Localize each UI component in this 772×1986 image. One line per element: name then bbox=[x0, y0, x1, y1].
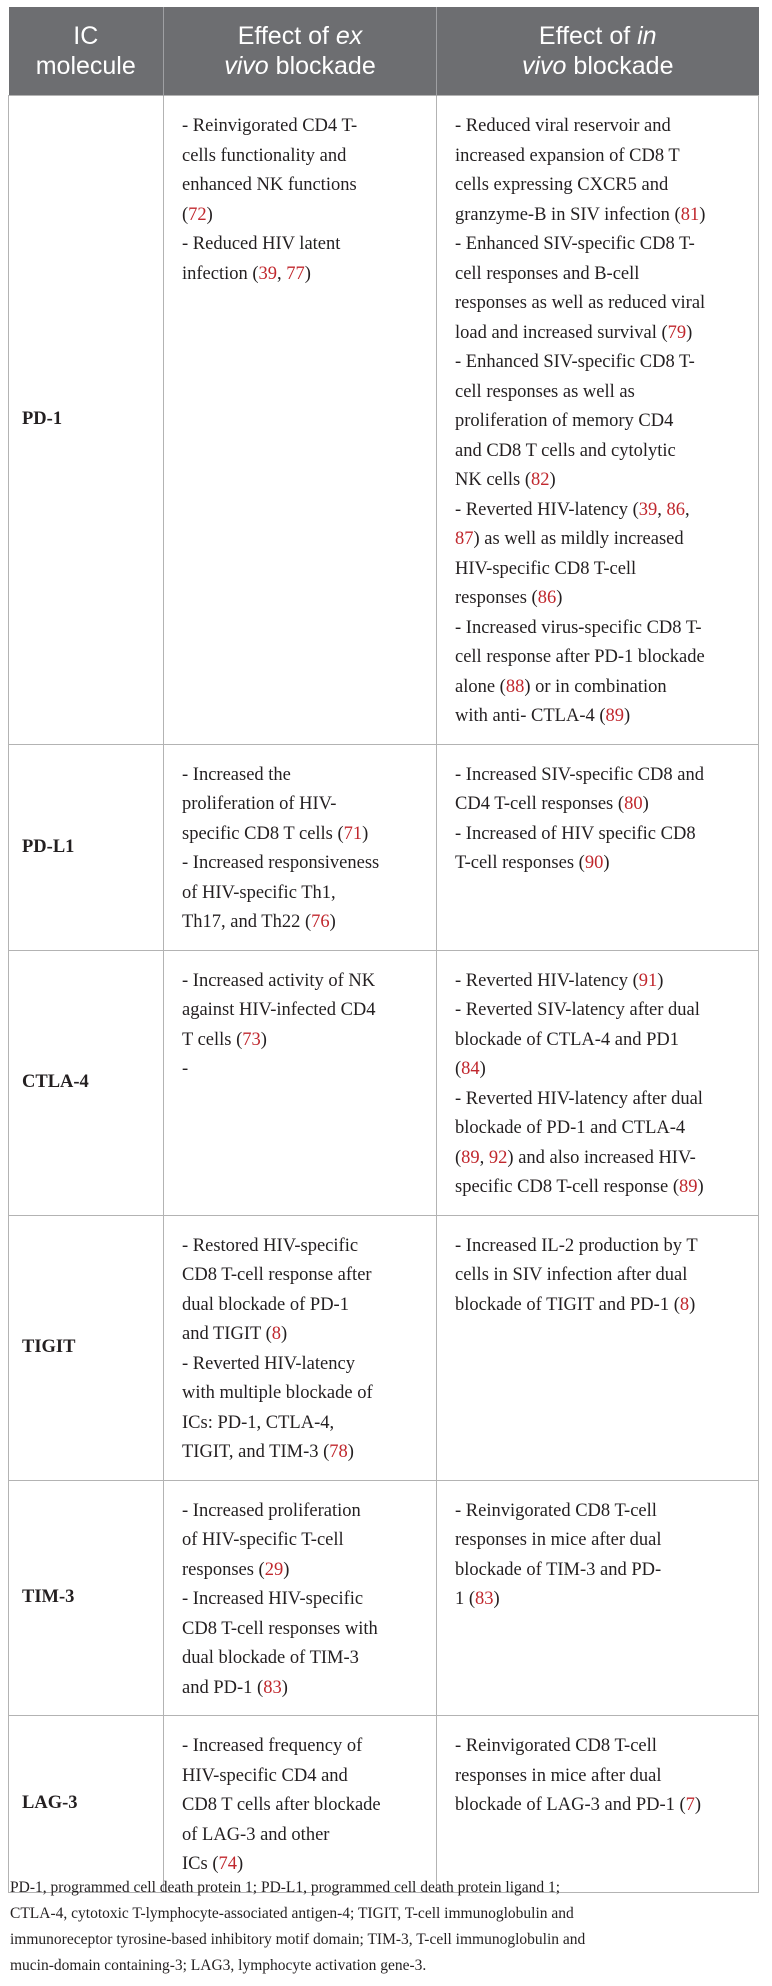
cell-line bbox=[182, 1320, 424, 1350]
cell-line bbox=[182, 112, 424, 142]
cell-text: - Reverted HIV-latency after dual bbox=[455, 1088, 703, 1109]
cell-text: CD8 T-cell responses with bbox=[182, 1618, 378, 1639]
reference-link[interactable]: 87 bbox=[455, 529, 474, 549]
cell-text: - Increased virus-specific CD8 T- bbox=[455, 617, 702, 638]
cell-line bbox=[455, 1055, 746, 1085]
reference-link[interactable]: 84 bbox=[461, 1059, 480, 1079]
cell-text: CD4 T-cell responses ( bbox=[455, 794, 625, 814]
cell-text: ) bbox=[697, 1177, 704, 1197]
cell-text: ) bbox=[362, 823, 369, 844]
table-row bbox=[9, 1716, 759, 1893]
cell-text: granzyme-B in SIV infection ( bbox=[455, 204, 681, 225]
cell-text: , bbox=[277, 263, 287, 284]
cell-line bbox=[182, 1291, 424, 1321]
reference-link[interactable]: 8 bbox=[271, 1324, 281, 1344]
cell-line bbox=[455, 171, 746, 201]
cell-text: alone ( bbox=[455, 676, 506, 697]
cell-text: ) bbox=[694, 1795, 702, 1815]
cell-line bbox=[455, 319, 746, 349]
cell-text: ) bbox=[479, 1059, 486, 1079]
cell-line bbox=[455, 407, 746, 437]
cell-line bbox=[455, 643, 746, 673]
ex-vivo-effect-cell bbox=[164, 744, 437, 950]
cell-line bbox=[182, 908, 424, 938]
cell-text: ) bbox=[642, 794, 649, 814]
cell-text: - Increased the bbox=[182, 764, 291, 785]
ic-molecule-cell: TIGIT bbox=[9, 1215, 164, 1480]
header-italic: vivo bbox=[522, 52, 567, 80]
cell-line bbox=[182, 996, 424, 1026]
cell-text: blockade of TIGIT and PD-1 ( bbox=[455, 1294, 680, 1315]
header-ex-vivo bbox=[164, 7, 437, 96]
cell-text: ) bbox=[281, 1324, 288, 1344]
reference-link[interactable]: 81 bbox=[680, 204, 700, 225]
reference-link[interactable]: 83 bbox=[263, 1677, 282, 1698]
cell-text: - Increased proliferation bbox=[182, 1500, 361, 1521]
cell-line bbox=[182, 1350, 424, 1380]
cell-text: and CD8 T cells and cytolytic bbox=[455, 440, 676, 461]
cell-line bbox=[455, 1085, 746, 1115]
reference-link[interactable]: 82 bbox=[531, 470, 550, 490]
cell-line bbox=[182, 1055, 424, 1085]
cell-text: of LAG-3 and other bbox=[182, 1824, 330, 1845]
cell-text: ) or in combination bbox=[524, 676, 667, 697]
cell-line bbox=[182, 1497, 424, 1527]
cell-line bbox=[455, 614, 746, 644]
cell-line bbox=[455, 496, 746, 526]
cell-line bbox=[455, 289, 746, 319]
in-vivo-effect-cell bbox=[437, 1215, 759, 1480]
cell-text: cell responses as well as bbox=[455, 381, 635, 402]
cell-line bbox=[455, 761, 746, 791]
cell-text: ) bbox=[283, 1559, 290, 1580]
cell-text: specific CD8 T cells ( bbox=[182, 823, 344, 844]
cell-text: - Reinvigorated CD8 T-cell bbox=[455, 1500, 657, 1521]
ex-vivo-effect-cell bbox=[164, 950, 437, 1215]
in-vivo-effect-cell bbox=[437, 96, 759, 745]
cell-line bbox=[182, 790, 424, 820]
in-vivo-effect-cell bbox=[437, 950, 759, 1215]
ic-molecule-cell: CTLA-4 bbox=[9, 950, 164, 1215]
table-body bbox=[9, 96, 759, 1893]
cell-text: specific CD8 T-cell response ( bbox=[455, 1177, 679, 1197]
header-italic: in bbox=[637, 22, 657, 50]
cell-text: blockade of PD-1 and CTLA-4 bbox=[455, 1118, 686, 1138]
cell-text: cell responses and B-cell bbox=[455, 263, 640, 284]
cell-line bbox=[182, 849, 424, 879]
cell-text: and TIGIT ( bbox=[182, 1324, 272, 1344]
cell-text: cells expressing CXCR5 and bbox=[455, 175, 669, 195]
cell-text: - Enhanced SIV-specific CD8 T- bbox=[455, 234, 695, 254]
reference-link[interactable]: 86 bbox=[537, 588, 557, 608]
reference-link[interactable]: 89 bbox=[461, 1147, 480, 1168]
ic-molecule-cell: LAG-3 bbox=[9, 1716, 164, 1893]
ex-vivo-effect-cell bbox=[164, 1716, 437, 1893]
cell-line bbox=[455, 1232, 746, 1262]
cell-text: , bbox=[684, 499, 690, 520]
cell-line bbox=[455, 437, 746, 467]
cell-text: proliferation of memory CD4 bbox=[455, 411, 674, 431]
cell-line bbox=[455, 790, 746, 820]
cell-line bbox=[455, 230, 746, 260]
cell-line bbox=[455, 967, 746, 997]
reference-link[interactable]: 77 bbox=[286, 263, 305, 284]
cell-line bbox=[455, 1173, 746, 1203]
cell-line bbox=[182, 967, 424, 997]
cell-text: ) bbox=[281, 1677, 288, 1698]
cell-line bbox=[182, 1556, 424, 1586]
reference-link[interactable]: 79 bbox=[667, 322, 687, 343]
cell-line bbox=[182, 1585, 424, 1615]
ic-molecule-cell: TIM-3 bbox=[9, 1480, 164, 1716]
ex-vivo-effect-cell bbox=[164, 1480, 437, 1716]
cell-text: ) bbox=[603, 853, 610, 873]
cell-line bbox=[455, 1026, 746, 1056]
cell-line bbox=[455, 555, 746, 585]
cell-text: - Reverted HIV-latency ( bbox=[455, 499, 639, 520]
cell-line bbox=[455, 1526, 746, 1556]
reference-link[interactable]: 73 bbox=[242, 1029, 261, 1050]
cell-text: - Reverted SIV-latency after dual bbox=[455, 1000, 700, 1020]
cell-text: cell response after PD-1 blockade bbox=[455, 647, 705, 667]
cell-line bbox=[182, 1732, 424, 1762]
header-italic: vivo bbox=[224, 52, 269, 80]
cell-text: , bbox=[479, 1147, 489, 1168]
cell-text: proliferation of HIV- bbox=[182, 794, 337, 814]
table-row bbox=[9, 96, 759, 745]
cell-line bbox=[455, 142, 746, 172]
ic-blockade-table bbox=[8, 7, 759, 1893]
cell-line bbox=[455, 1556, 746, 1586]
ex-vivo-effect-cell bbox=[164, 96, 437, 745]
footnote-line: mucin-domain containing-3; LAG3, lymphocyte activation gene-3. bbox=[10, 1957, 427, 1974]
cell-text: NK cells ( bbox=[455, 470, 532, 490]
cell-text: blockade of LAG-3 and PD-1 ( bbox=[455, 1795, 686, 1815]
cell-line bbox=[455, 1585, 746, 1615]
reference-link[interactable]: 92 bbox=[488, 1147, 508, 1168]
cell-text: ) bbox=[347, 1442, 354, 1462]
cell-text: HIV-specific CD4 and bbox=[182, 1765, 348, 1786]
header-line: IC bbox=[73, 22, 99, 50]
cell-text: ) bbox=[549, 470, 556, 490]
reference-link[interactable]: 8 bbox=[679, 1294, 690, 1315]
cell-text: responses in mice after dual bbox=[455, 1765, 662, 1786]
cell-text: - Increased frequency of bbox=[182, 1736, 363, 1756]
cell-text: of HIV-specific T-cell bbox=[182, 1530, 344, 1550]
cell-line bbox=[182, 1821, 424, 1851]
cell-text: against HIV-infected CD4 bbox=[182, 1000, 376, 1020]
cell-line bbox=[182, 142, 424, 172]
cell-text: ) bbox=[657, 970, 664, 991]
cell-line bbox=[182, 1791, 424, 1821]
cell-line bbox=[455, 260, 746, 290]
cell-text: ) bbox=[260, 1029, 267, 1050]
cell-text: blockade of CTLA-4 and PD1 bbox=[455, 1029, 680, 1050]
cell-text: responses ( bbox=[182, 1559, 265, 1580]
cell-line bbox=[182, 1526, 424, 1556]
cell-line bbox=[182, 879, 424, 909]
cell-line bbox=[182, 1644, 424, 1674]
table-header bbox=[9, 7, 759, 96]
table-row bbox=[9, 1215, 759, 1480]
cell-text: ( bbox=[455, 1147, 462, 1168]
cell-text: enhanced NK functions bbox=[182, 175, 357, 195]
cell-line bbox=[182, 260, 424, 290]
cell-text: ) bbox=[304, 263, 311, 284]
cell-text: - Increased of HIV specific CD8 bbox=[455, 823, 696, 844]
in-vivo-effect-cell bbox=[437, 1480, 759, 1716]
cell-text: blockade of TIM-3 and PD- bbox=[455, 1559, 662, 1580]
cell-text: responses in mice after dual bbox=[455, 1530, 662, 1550]
cell-line bbox=[182, 1379, 424, 1409]
header-ic-molecule bbox=[9, 7, 164, 96]
cell-line bbox=[455, 1791, 746, 1821]
cell-line bbox=[182, 1261, 424, 1291]
reference-link[interactable]: 39 bbox=[638, 499, 658, 520]
cell-line bbox=[182, 1674, 424, 1704]
reference-link[interactable]: 83 bbox=[475, 1589, 494, 1609]
cell-text: with multiple blockade of bbox=[182, 1383, 373, 1403]
cell-line bbox=[455, 849, 746, 879]
cell-text: dual blockade of PD-1 bbox=[182, 1294, 349, 1315]
table-row bbox=[9, 1480, 759, 1716]
cell-line bbox=[182, 1026, 424, 1056]
in-vivo-effect-cell bbox=[437, 1716, 759, 1893]
cell-line bbox=[455, 1762, 746, 1792]
header-text: blockade bbox=[566, 52, 674, 80]
reference-link[interactable]: 89 bbox=[679, 1177, 698, 1197]
cell-text: CD8 T-cell response after bbox=[182, 1265, 372, 1285]
cell-text: ) bbox=[206, 204, 213, 225]
cell-line bbox=[455, 1732, 746, 1762]
header-in-vivo bbox=[437, 7, 759, 96]
cell-text: 1 ( bbox=[455, 1589, 476, 1609]
cell-line bbox=[455, 702, 746, 732]
cell-line bbox=[455, 112, 746, 142]
cell-text: ) bbox=[624, 706, 631, 726]
header-italic: ex bbox=[335, 22, 363, 50]
reference-link[interactable]: 29 bbox=[264, 1559, 284, 1580]
cell-text: ) bbox=[699, 204, 706, 225]
reference-link[interactable]: 88 bbox=[505, 676, 525, 697]
cell-text: - Reduced viral reservoir and bbox=[455, 116, 671, 136]
cell-text: ( bbox=[182, 204, 189, 225]
footnote-line: immunoreceptor tyrosine-based inhibitory motif domain; TIM-3, T-cell immunoglobulin and bbox=[10, 1931, 586, 1948]
reference-link[interactable]: 76 bbox=[311, 912, 330, 932]
cell-line bbox=[455, 820, 746, 850]
reference-link[interactable]: 72 bbox=[188, 204, 207, 225]
cell-text: and PD-1 ( bbox=[182, 1677, 264, 1698]
cell-text: - Increased SIV-specific CD8 and bbox=[455, 764, 704, 785]
ic-molecule-cell: PD-1 bbox=[9, 96, 164, 745]
cell-line bbox=[182, 1438, 424, 1468]
cell-line bbox=[455, 1497, 746, 1527]
cell-text: CD8 T cells after blockade bbox=[182, 1795, 381, 1815]
cell-text: - Enhanced SIV-specific CD8 T- bbox=[455, 352, 695, 372]
cell-line bbox=[455, 201, 746, 231]
cell-line bbox=[182, 1615, 424, 1645]
cell-text: ) bbox=[329, 912, 336, 932]
cell-text: ) bbox=[689, 1294, 696, 1315]
cell-text: load and increased survival ( bbox=[455, 322, 668, 343]
cell-line bbox=[182, 1762, 424, 1792]
cell-line bbox=[455, 996, 746, 1026]
cell-text: ) bbox=[556, 588, 563, 608]
reference-link[interactable]: 90 bbox=[584, 853, 604, 873]
cell-text: T-cell responses ( bbox=[455, 853, 585, 873]
cell-line bbox=[455, 525, 746, 555]
reference-link[interactable]: 71 bbox=[343, 823, 363, 844]
cell-line bbox=[455, 1144, 746, 1174]
cell-text: ICs: PD-1, CTLA-4, bbox=[182, 1412, 335, 1433]
cell-text: cells functionality and bbox=[182, 145, 347, 166]
header-text: Effect of bbox=[538, 22, 638, 50]
cell-text: , bbox=[657, 499, 667, 520]
cell-text: - Reinvigorated CD8 T-cell bbox=[455, 1736, 657, 1756]
header-line: molecule bbox=[35, 52, 136, 80]
cell-text: ) and also increased HIV- bbox=[507, 1147, 696, 1168]
header-text: Effect of bbox=[237, 22, 336, 50]
cell-text: responses as well as reduced viral bbox=[455, 293, 706, 313]
cell-text: responses ( bbox=[455, 588, 538, 608]
cell-text: ICs ( bbox=[182, 1854, 219, 1874]
cell-text: ) as well as mildly increased bbox=[473, 529, 684, 549]
reference-link[interactable]: 86 bbox=[666, 499, 685, 520]
cell-text: increased expansion of CD8 T bbox=[455, 145, 680, 166]
reference-link[interactable]: 7 bbox=[685, 1795, 695, 1815]
cell-text: TIGIT, and TIM-3 ( bbox=[182, 1442, 330, 1462]
cell-line bbox=[455, 466, 746, 496]
cell-line bbox=[182, 171, 424, 201]
cell-line bbox=[182, 761, 424, 791]
ic-molecule-cell: PD-L1 bbox=[9, 744, 164, 950]
in-vivo-effect-cell bbox=[437, 744, 759, 950]
cell-line bbox=[455, 584, 746, 614]
table-row bbox=[9, 950, 759, 1215]
cell-line bbox=[182, 820, 424, 850]
reference-link[interactable]: 89 bbox=[605, 706, 625, 726]
cell-text: Th17, and Th22 ( bbox=[182, 912, 312, 932]
cell-text: - Reduced HIV latent bbox=[182, 234, 341, 254]
ex-vivo-effect-cell bbox=[164, 1215, 437, 1480]
footnote-line: PD-1, programmed cell death protein 1; PD-L1, programmed cell death protein ligand 1; bbox=[10, 1879, 561, 1896]
cell-text: T cells ( bbox=[182, 1029, 243, 1050]
reference-link[interactable]: 78 bbox=[329, 1442, 348, 1462]
cell-text: ( bbox=[455, 1059, 462, 1079]
cell-text: - Increased responsiveness bbox=[182, 853, 380, 873]
header-text: blockade bbox=[268, 52, 376, 80]
cell-line bbox=[182, 230, 424, 260]
cell-line bbox=[182, 201, 424, 231]
cell-text: ) bbox=[493, 1589, 500, 1609]
cell-line bbox=[182, 1409, 424, 1439]
cell-text: with anti- CTLA-4 ( bbox=[455, 706, 606, 726]
cell-text: - bbox=[182, 1059, 189, 1079]
cell-text: ) bbox=[237, 1854, 244, 1874]
cell-text: HIV-specific CD8 T-cell bbox=[455, 558, 637, 579]
cell-line bbox=[455, 673, 746, 703]
table-footnote bbox=[10, 1875, 762, 1979]
cell-text: infection ( bbox=[182, 263, 259, 284]
cell-text: - Reverted HIV-latency bbox=[182, 1353, 355, 1374]
cell-text: ) bbox=[686, 322, 693, 343]
cell-line bbox=[455, 1114, 746, 1144]
cell-text: - Increased activity of NK bbox=[182, 970, 376, 991]
cell-text: - Increased HIV-specific bbox=[182, 1589, 364, 1609]
cell-line bbox=[182, 1232, 424, 1262]
reference-link[interactable]: 80 bbox=[624, 794, 643, 814]
cell-text: dual blockade of TIM-3 bbox=[182, 1648, 359, 1668]
cell-text: - Increased IL-2 production by T bbox=[455, 1235, 698, 1256]
cell-text: cells in SIV infection after dual bbox=[455, 1265, 688, 1285]
cell-line bbox=[455, 1261, 746, 1291]
table-row bbox=[9, 744, 759, 950]
cell-line bbox=[455, 1291, 746, 1321]
cell-line bbox=[455, 348, 746, 378]
reference-link[interactable]: 91 bbox=[638, 970, 658, 991]
reference-link[interactable]: 39 bbox=[258, 263, 278, 284]
cell-text: - Reinvigorated CD4 T- bbox=[182, 116, 358, 136]
reference-link[interactable]: 74 bbox=[218, 1854, 237, 1874]
footnote-line: CTLA-4, cytotoxic T-lymphocyte-associated antigen-4; TIGIT, T-cell immunoglobulin and bbox=[10, 1905, 574, 1922]
cell-text: - Reverted HIV-latency ( bbox=[455, 970, 639, 991]
cell-text: - Restored HIV-specific bbox=[182, 1235, 359, 1256]
cell-line bbox=[455, 378, 746, 408]
cell-text: of HIV-specific Th1, bbox=[182, 882, 336, 903]
